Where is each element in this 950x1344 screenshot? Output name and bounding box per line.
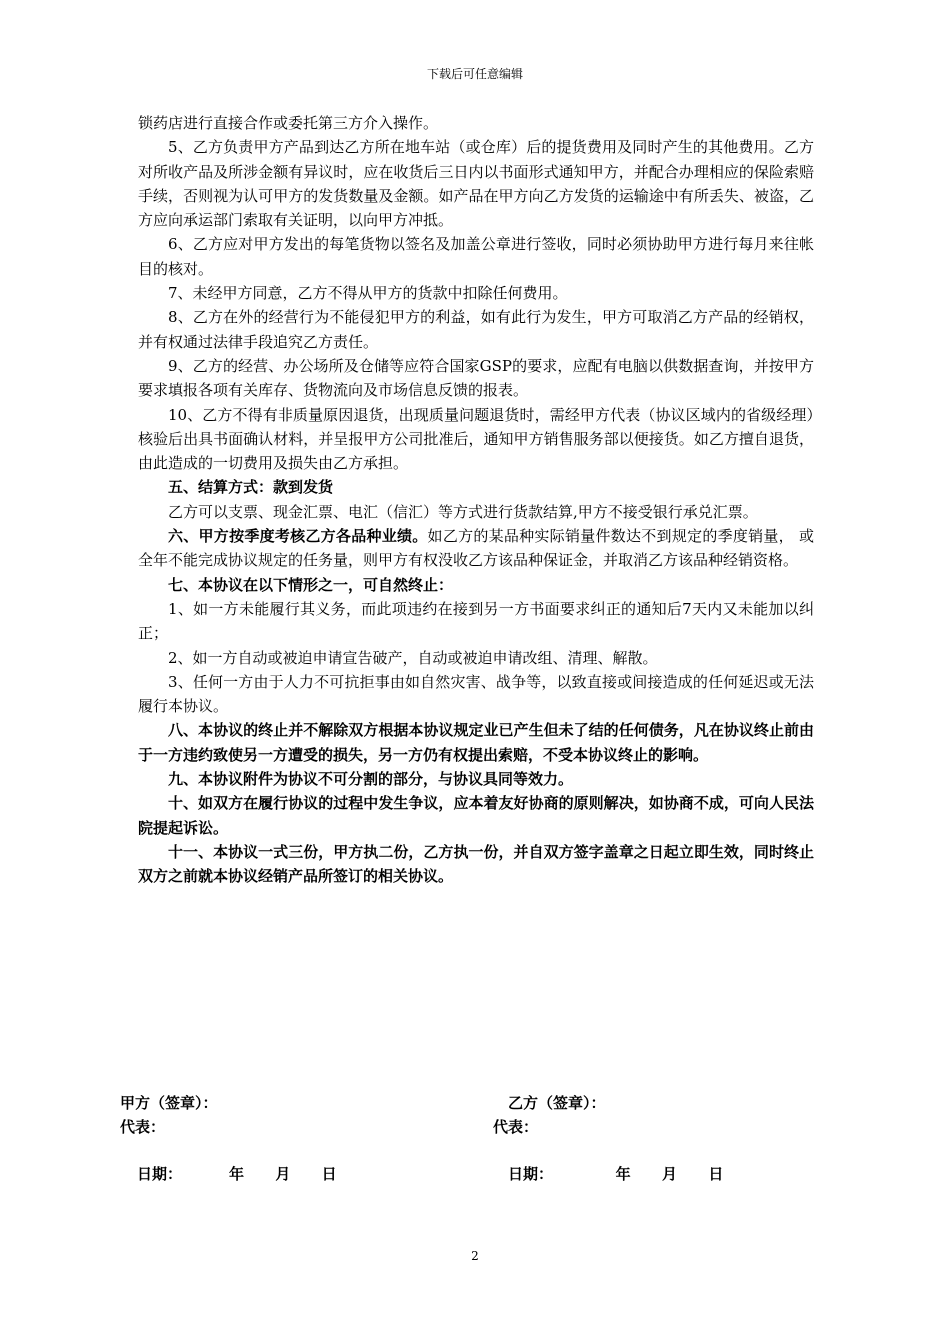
party-b-representative-label: 代表：: [493, 1118, 539, 1136]
paragraph: 7、未经甲方同意，乙方不得从甲方的货款中扣除任何费用。: [168, 284, 568, 303]
document-body: [138, 111, 814, 889]
section-heading: 六、甲方按季度考核乙方各品种业绩。: [168, 527, 428, 546]
section-heading: 八、本协议的终止并不解除双方根据本协议规定业已产生但未了结的任何债务，凡在协议终止前由于一方违约致使另一方遭受的损失，另一方仍有权提出索赔，不受本协议终止的影响。: [138, 721, 814, 764]
party-a-seal-label: 甲方（签章）：: [120, 1094, 218, 1112]
paragraph: 乙方可以支票、现金汇票、电汇（信汇）等方式进行货款结算,甲方不接受银行承兑汇票。: [168, 502, 758, 521]
party-a-representative-label: 代表：: [120, 1118, 166, 1136]
paragraph: 1、如一方未能履行其义务，而此项违约在接到另一方书面要求纠正的通知后7天内又未能加以纠正；: [138, 599, 814, 643]
section-heading: 五、结算方式：款到发货: [168, 478, 334, 497]
paragraph: 8、乙方在外的经营行为不能侵犯甲方的利益，如有此行为发生，甲方可取消乙方产品的经销权，并有权通过法律手段追究乙方责任。: [138, 308, 814, 351]
paragraph-text: 如乙方的某品种实际销量件数达不到规定的季度销量， 或全年不能完成协议规定的任务量，则甲方有权没收乙方该品种保证金，并取消乙方该品种经销资格。: [138, 527, 814, 570]
paragraph: 锁药店进行直接合作或委托第三方介入操作。: [138, 114, 439, 132]
party-a-date-label: 日期： 年 月 日: [137, 1165, 337, 1183]
section-heading: 十、如双方在履行协议的过程中发生争议，应本着友好协商的原则解决，如协商不成，可向人民法院提起诉讼。: [138, 794, 814, 837]
paragraph: 3、任何一方由于人力不可抗拒事由如自然灾害、战争等，以致直接或间接造成的任何延迟或无法履行本协议。: [138, 672, 814, 716]
paragraph: 5、乙方负责甲方产品到达乙方所在地车站（或仓库）后的提货费用及同时产生的其他费用。乙方对所收产品及所涉金额有异议时，应在收货后三日内以书面形式通知甲方，并配合办理相应的保险索赔手续，否则视为认可甲方的发货数量及金额。如产品在甲方向乙方发货的运输途中有所丢失、被盗，乙方应向承运部门索取有关证明，以向甲方冲抵。: [138, 138, 814, 230]
page-header: 下载后可任意编辑: [426, 67, 523, 81]
paragraph: [138, 524, 814, 573]
section-heading: 九、本协议附件为协议不可分割的部分，与协议具同等效力。: [168, 770, 574, 789]
page-number: 2: [471, 1249, 479, 1263]
section-heading: 十一、本协议一式三份，甲方执二份，乙方执一份，并自双方签字盖章之日起立即生效，同时终止双方之前就本协议经销产品所签订的相关协议。: [138, 842, 814, 886]
section-heading: 七、本协议在以下情形之一，可自然终止：: [168, 575, 454, 594]
party-b-seal-label: 乙方（签章）：: [508, 1094, 606, 1112]
paragraph: 9、乙方的经营、办公场所及仓储等应符合国家GSP的要求，应配有电脑以供数据查询，并按甲方要求填报各项有关库存、货物流向及市场信息反馈的报表。: [138, 356, 814, 400]
paragraph: 6、乙方应对甲方发出的每笔货物以签名及加盖公章进行签收，同时必须协助甲方进行每月来往帐目的核对。: [138, 235, 814, 278]
paragraph: 2、如一方自动或被迫申请宣告破产，自动或被迫申请改组、清理、解散。: [168, 648, 658, 667]
paragraph: 10、乙方不得有非质量原因退货，出现质量问题退货时，需经甲方代表（协议区域内的省级经理）核验后出具书面确认材料，并呈报甲方公司批准后，通知甲方销售服务部以便接货。如乙方擅自退货，由此造成的一切费用及损失由乙方承担。: [138, 405, 814, 473]
party-b-date-label: 日期： 年 月 日: [508, 1165, 724, 1183]
